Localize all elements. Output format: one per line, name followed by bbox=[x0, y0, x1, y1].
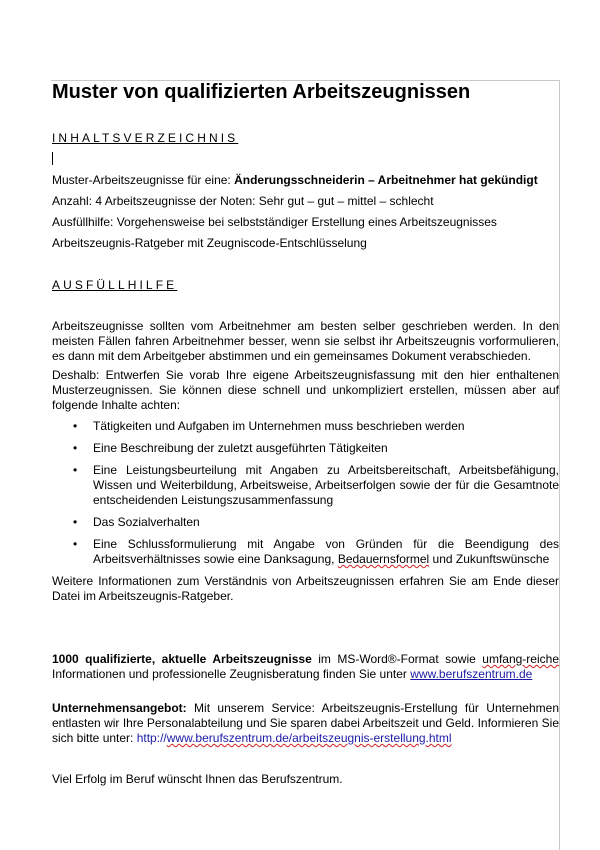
closing-line: Viel Erfolg im Beruf wünscht Ihnen das Berufszentrum. bbox=[52, 772, 343, 786]
toc-line-1-bold: Änderungsschneiderin – Arbeitnehmer hat gekündigt bbox=[234, 173, 538, 187]
toc-line-4: Arbeitszeugnis-Ratgeber mit Zeugniscode-Entschlüsselung bbox=[52, 236, 367, 250]
help-paragraph-3: Weitere Informationen zum Verständnis von Arbeitszeugnissen erfahren Sie am Ende dieser Datei im Arbeitszeugnis-Ratgeber. bbox=[52, 574, 559, 603]
text-cursor bbox=[52, 152, 53, 165]
promo-paragraph-1 bbox=[52, 652, 559, 682]
promo-paragraph-2 bbox=[52, 701, 559, 746]
toc-line-2: Anzahl: 4 Arbeitszeugnisse der Noten: Sehr gut – gut – mittel – schlecht bbox=[52, 194, 434, 208]
bullet5-text-b: und Zukunftswünsche bbox=[429, 552, 550, 566]
bullet5-text-a: Eine Schlussformulierung mit Angabe von Gründen für die Beendigung des Arbeitsverhältnisses sowie eine Danksagung, bbox=[93, 537, 559, 566]
help-paragraph-1: Arbeitszeugnisse sollten vom Arbeitnehmer am besten selber geschrieben werden. In den meisten Fällen fahren Arbeitnehmer besser, wenn sie selbst ihr Arbeitszeugnis vorformulieren, es dann mit dem Arbeitgeber abstimmen und ein gemeinsames Dokument verabschieden. bbox=[52, 319, 559, 363]
toc-line-3: Ausfüllhilfe: Vorgehensweise bei selbstständiger Erstellung eines Arbeitszeugnisses bbox=[52, 215, 497, 229]
help-heading: AUSFÜLLHILFE bbox=[52, 278, 178, 292]
toc-heading: INHALTSVERZEICHNIS bbox=[52, 131, 239, 145]
arbeitszeugnis-link-prefix: http:// bbox=[136, 731, 167, 745]
page-frame-right bbox=[559, 80, 560, 850]
list-item: • Eine Beschreibung der zuletzt ausgeführten Tätigkeiten bbox=[52, 441, 559, 456]
arbeitszeugnis-link[interactable] bbox=[137, 731, 452, 745]
promo1-rest: Informationen und professionelle Zeugnisberatung finden Sie unter bbox=[52, 667, 411, 681]
toc-line-1-text: Muster-Arbeitszeugnisse für eine: bbox=[52, 173, 235, 187]
promo1-mid: im MS-Word®-Format sowie bbox=[311, 652, 483, 666]
list-item: • Tätigkeiten und Aufgaben im Unternehmen muss beschrieben werden bbox=[52, 419, 559, 434]
list-item bbox=[52, 537, 559, 567]
help-paragraph-2: Deshalb: Entwerfen Sie vorab Ihre eigene Arbeitszeugnisfassung mit den hier enthaltenen Musterzeugnissen. Sie können diese schnell und unkompliziert erstellen, müssen aber auf folgende Inhalte achten: bbox=[52, 368, 559, 412]
promo2-text: Mit unserem Service: Arbeitszeugnis-Erstellung für Unternehmen entlasten wir Ihre Personalabteilung und Sie sparen dabei Arbeitszeit und Geld. Informieren Sie sich bitte unter: bbox=[52, 701, 559, 745]
document-title: Muster von qualifizierten Arbeitszeugnissen bbox=[52, 81, 471, 103]
promo1-bold: 1000 qualifizierte, aktuelle Arbeitszeugnisse bbox=[52, 652, 312, 666]
spellcheck-word: Bedauernsformel bbox=[337, 552, 430, 566]
berufszentrum-link[interactable]: www.berufszentrum.de bbox=[410, 667, 533, 681]
help-bullet-list bbox=[52, 419, 559, 567]
arbeitszeugnis-link-url: www.berufszentrum.de/arbeitszeugnis-erstellung.html bbox=[166, 731, 452, 745]
promo2-bold: Unternehmensangebot: bbox=[52, 701, 187, 715]
list-item: • Das Sozialverhalten bbox=[52, 515, 559, 530]
help-section bbox=[52, 319, 559, 604]
toc-line-1 bbox=[52, 173, 538, 188]
spellcheck-word: umfang-reiche bbox=[482, 652, 559, 666]
list-item: • Eine Leistungsbeurteilung mit Angaben zu Arbeitsbereitschaft, Arbeitsbefähigung, Wissen und Weiterbildung, Arbeitsweise, Arbeitserfolgen sowie der für die Gesamtnote entscheidenden Leistungszusammenfassung bbox=[52, 463, 559, 508]
